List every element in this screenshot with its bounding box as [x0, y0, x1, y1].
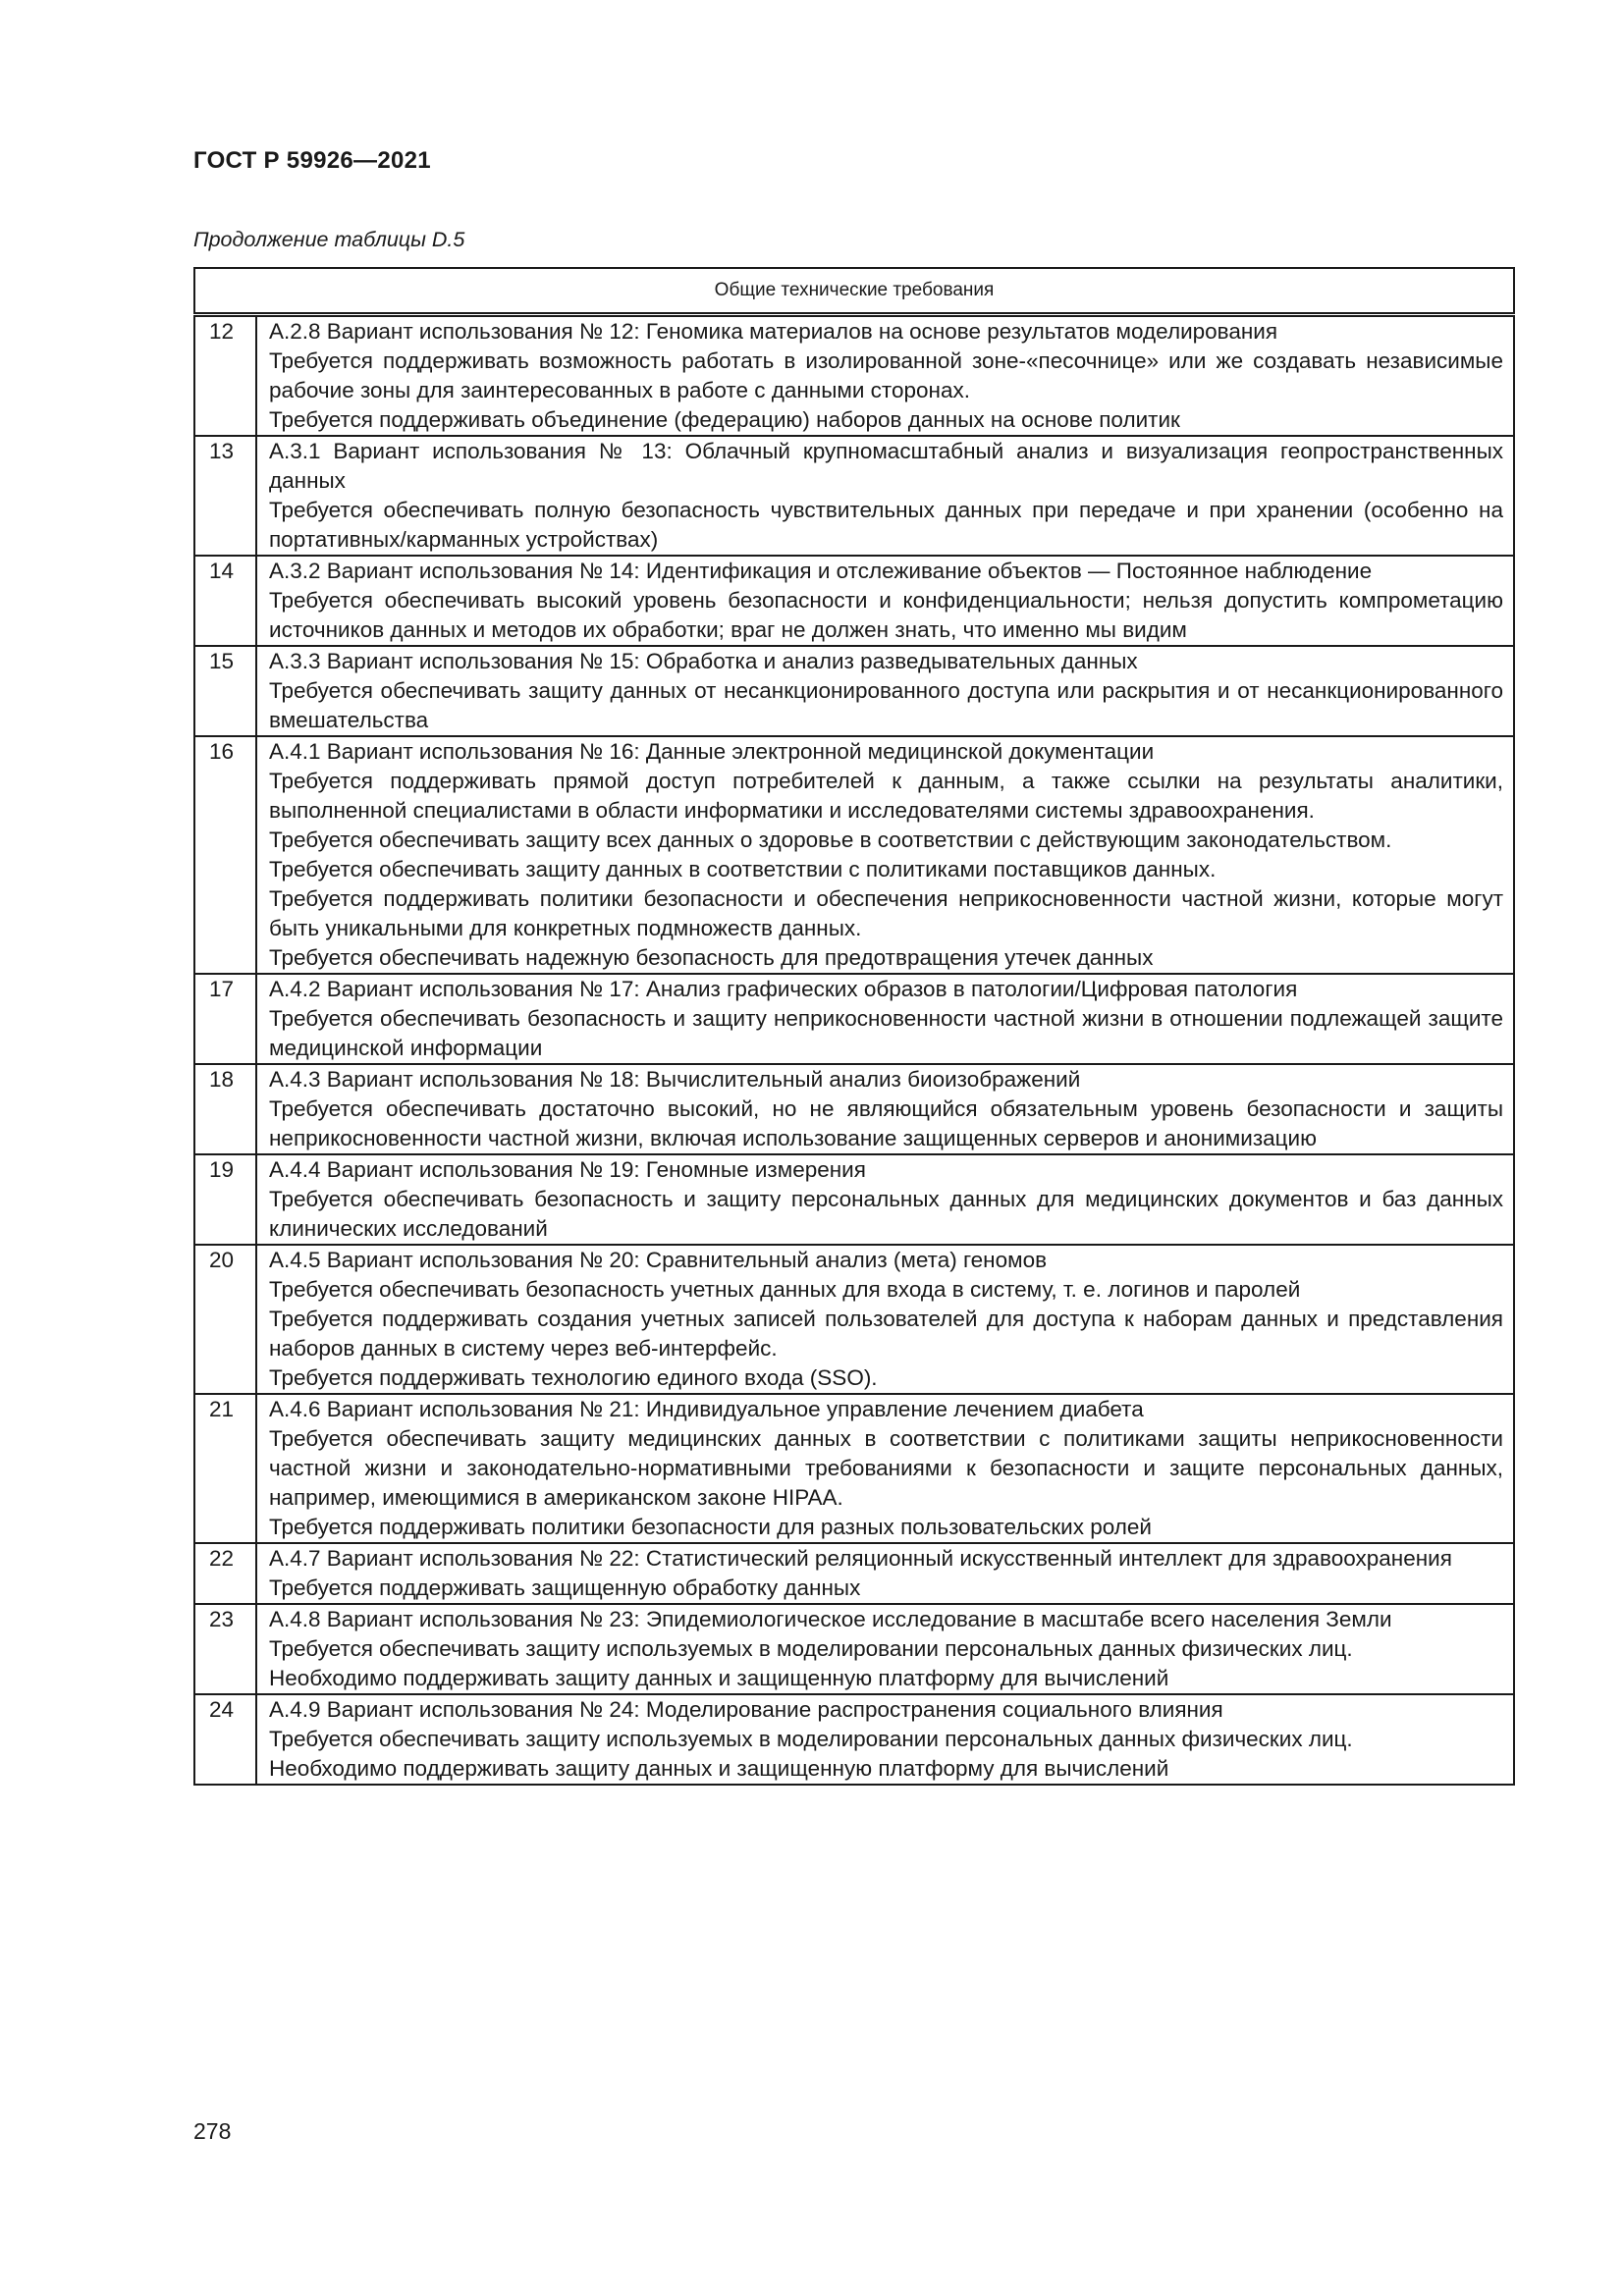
- requirements-table: [193, 267, 1515, 1786]
- table-row: [194, 1604, 1514, 1694]
- requirement-line: Требуется поддерживать защищенную обработку данных: [269, 1575, 861, 1600]
- use-case-title: А.4.8 Вариант использования № 23: Эпидемиологическое исследование в масштабе всего населения Земли: [269, 1607, 1392, 1631]
- use-case-title: А.4.9 Вариант использования № 24: Моделирование распространения социального влияния: [269, 1697, 1223, 1722]
- row-number: 15: [194, 646, 256, 736]
- table-row: [194, 1154, 1514, 1245]
- requirement-text: [256, 646, 1514, 736]
- row-number: 20: [194, 1245, 256, 1394]
- requirement-line: Требуется обеспечивать высокий уровень безопасности и конфиденциальности; нельзя допустить компрометацию источников данных и методов их обработки; враг не должен знать, что именно мы видим: [269, 588, 1503, 642]
- use-case-title: А.4.1 Вариант использования № 16: Данные электронной медицинской документации: [269, 739, 1155, 764]
- requirement-text: [256, 315, 1514, 437]
- requirement-text: [256, 1543, 1514, 1604]
- row-number: 12: [194, 315, 256, 437]
- requirement-line: Требуется обеспечивать безопасность и защиту неприкосновенности частной жизни в отношении подлежащей защите медицинской информации: [269, 1006, 1503, 1060]
- table-row: [194, 1543, 1514, 1604]
- requirement-line: Требуется обеспечивать безопасность и защиту персональных данных для медицинских документов и баз данных клинических исследований: [269, 1187, 1503, 1241]
- requirement-text: [256, 436, 1514, 556]
- requirement-line: Требуется поддерживать возможность работать в изолированной зоне-«песочнице» или же создавать независимые рабочие зоны для заинтересованных в работе с данными сторонах.: [269, 348, 1503, 402]
- requirement-line: Требуется обеспечивать защиту используемых в моделировании персональных данных физических лиц.: [269, 1727, 1353, 1751]
- use-case-title: А.4.2 Вариант использования № 17: Анализ графических образов в патологии/Цифровая патология: [269, 977, 1298, 1001]
- requirement-line: Требуется обеспечивать защиту всех данных о здоровье в соответствии с действующим законодательством.: [269, 828, 1392, 852]
- table-body: [194, 315, 1514, 1786]
- page-number: 278: [193, 2118, 232, 2144]
- requirement-text: [256, 736, 1514, 974]
- requirement-text: [256, 1064, 1514, 1154]
- requirement-line: Требуется поддерживать политики безопасности для разных пользовательских ролей: [269, 1515, 1152, 1539]
- table-caption: Продолжение таблицы D.5: [193, 228, 465, 251]
- row-number: 13: [194, 436, 256, 556]
- requirement-line: Необходимо поддерживать защиту данных и защищенную платформу для вычислений: [269, 1756, 1169, 1781]
- table-row: [194, 1394, 1514, 1543]
- requirement-line: Требуется обеспечивать защиту данных в соответствии с политиками поставщиков данных.: [269, 857, 1217, 881]
- requirement-line: Требуется обеспечивать надежную безопасность для предотвращения утечек данных: [269, 945, 1154, 970]
- row-number: 21: [194, 1394, 256, 1543]
- row-number: 24: [194, 1694, 256, 1785]
- requirement-line: Требуется поддерживать политики безопасности и обеспечения неприкосновенности частной жизни, которые могут быть уникальными для конкретных подмножеств данных.: [269, 886, 1503, 940]
- table-row: [194, 1064, 1514, 1154]
- use-case-title: А.4.6 Вариант использования № 21: Индивидуальное управление лечением диабета: [269, 1397, 1144, 1421]
- requirement-line: Требуется обеспечивать полную безопасность чувствительных данных при передаче и при хранении (особенно на портативных/карманных устройствах): [269, 498, 1503, 552]
- use-case-title: А.4.4 Вариант использования № 19: Геномные измерения: [269, 1157, 866, 1182]
- requirement-line: Требуется поддерживать создания учетных записей пользователей для доступа к наборам данных и представления наборов данных в систему через веб-интерфейс.: [269, 1307, 1503, 1361]
- table-row: [194, 436, 1514, 556]
- document-header: ГОСТ Р 59926—2021: [193, 147, 431, 174]
- requirement-text: [256, 1245, 1514, 1394]
- row-number: 16: [194, 736, 256, 974]
- requirement-line: Требуется обеспечивать достаточно высокий, но не являющийся обязательным уровень безопасности и защиты неприкосновенности частной жизни, включая использование защищенных серверов и анонимизацию: [269, 1096, 1503, 1150]
- use-case-title: А.3.1 Вариант использования № 13: Облачный крупномасштабный анализ и визуализация геопространственных данных: [269, 439, 1503, 493]
- table-row: [194, 736, 1514, 974]
- requirement-line: Требуется поддерживать объединение (федерацию) наборов данных на основе политик: [269, 407, 1180, 432]
- table-row: [194, 1694, 1514, 1785]
- table-row: [194, 1245, 1514, 1394]
- table-heading: Общие технические требования: [194, 268, 1514, 315]
- requirement-text: [256, 1394, 1514, 1543]
- requirement-line: Требуется обеспечивать защиту используемых в моделировании персональных данных физических лиц.: [269, 1636, 1353, 1661]
- requirement-line: Требуется обеспечивать защиту медицинских данных в соответствии с политиками защиты неприкосновенности частной жизни и законодательно-нормативными требованиями к безопасности и защите персональных данных, например, имеющимися в американском законе HIPAA.: [269, 1426, 1503, 1510]
- row-number: 19: [194, 1154, 256, 1245]
- requirement-text: [256, 1604, 1514, 1694]
- table-row: [194, 556, 1514, 646]
- use-case-title: А.4.5 Вариант использования № 20: Сравнительный анализ (мета) геномов: [269, 1248, 1048, 1272]
- requirement-line: Требуется поддерживать технологию единого входа (SSO).: [269, 1365, 878, 1390]
- table-row: [194, 315, 1514, 437]
- requirement-text: [256, 974, 1514, 1064]
- use-case-title: А.2.8 Вариант использования № 12: Геномика материалов на основе результатов моделирования: [269, 319, 1278, 344]
- requirement-text: [256, 1154, 1514, 1245]
- row-number: 22: [194, 1543, 256, 1604]
- requirement-line: Требуется поддерживать прямой доступ потребителей к данным, а также ссылки на результаты аналитики, выполненной специалистами в области информатики и исследователями системы здравоохранения.: [269, 769, 1503, 823]
- table-row: [194, 646, 1514, 736]
- table-header-row: [194, 268, 1514, 315]
- requirement-text: [256, 1694, 1514, 1785]
- row-number: 17: [194, 974, 256, 1064]
- row-number: 23: [194, 1604, 256, 1694]
- use-case-title: А.4.7 Вариант использования № 22: Статистический реляционный искусственный интеллект для здравоохранения: [269, 1546, 1452, 1571]
- row-number: 14: [194, 556, 256, 646]
- requirement-line: Требуется обеспечивать защиту данных от несанкционированного доступа или раскрытия и от несанкционированного вмешательства: [269, 678, 1503, 732]
- use-case-title: А.3.3 Вариант использования № 15: Обработка и анализ разведывательных данных: [269, 649, 1138, 673]
- row-number: 18: [194, 1064, 256, 1154]
- use-case-title: А.3.2 Вариант использования № 14: Идентификация и отслеживание объектов — Постоянное наблюдение: [269, 559, 1373, 583]
- requirement-text: [256, 556, 1514, 646]
- requirement-line: Необходимо поддерживать защиту данных и защищенную платформу для вычислений: [269, 1666, 1169, 1690]
- requirement-line: Требуется обеспечивать безопасность учетных данных для входа в систему, т. е. логинов и паролей: [269, 1277, 1301, 1302]
- table-row: [194, 974, 1514, 1064]
- use-case-title: А.4.3 Вариант использования № 18: Вычислительный анализ биоизображений: [269, 1067, 1081, 1092]
